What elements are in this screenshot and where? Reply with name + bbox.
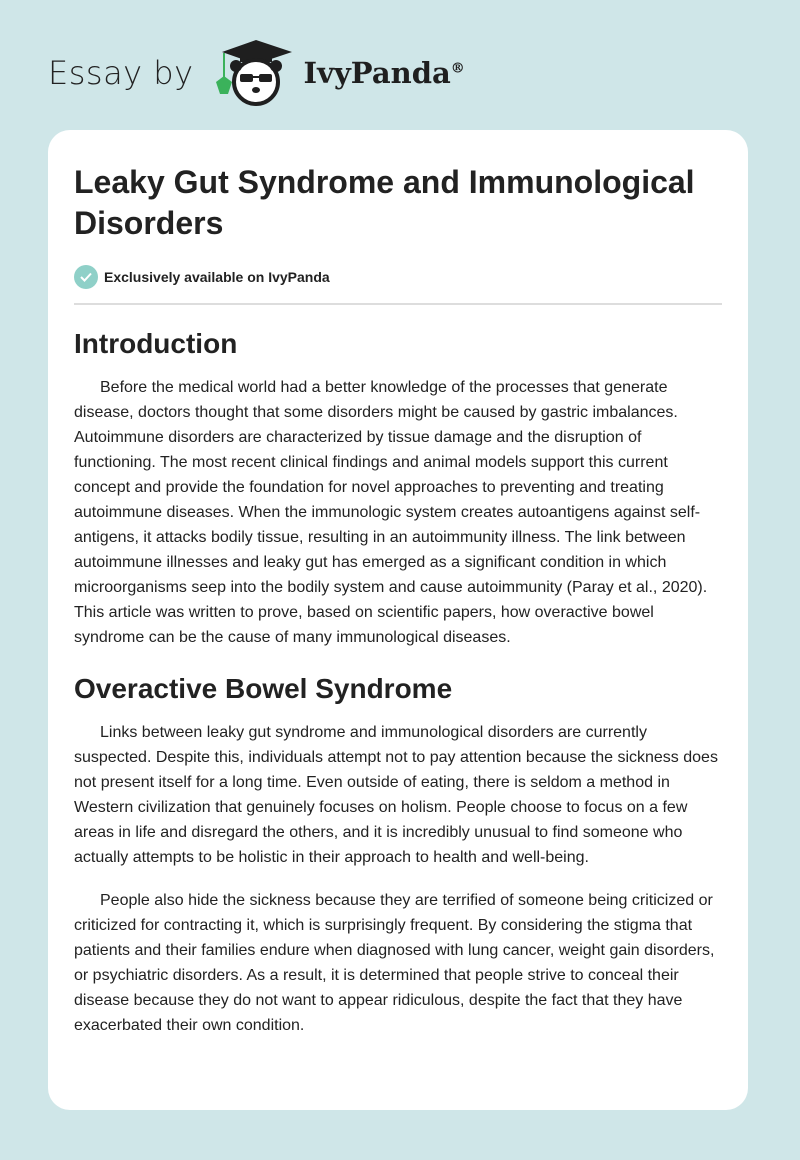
check-icon <box>74 265 98 289</box>
exclusive-badge <box>74 265 722 289</box>
paragraph: Before the medical world had a better knowledge of the processes that generate disease, doctors thought that some disorders might be caused by gastric imbalances. Autoimmune disorders are characterized by tissue damage and the disruption of functioning. The most recent clinical findings and animal models support this current concept and provide the foundation for novel approaches to preventing and treating autoimmune diseases. When the immunologic system creates autoantigens against self-antigens, it attacks bodily tissue, resulting in an autoimmunity illness. The link between autoimmune illnesses and leaky gut has emerged as a significant condition in which microorganisms seep into the bodily system and cause autoimmunity (Paray et al., 2020). This article was written to prove, based on scientific papers, how overactive bowel syndrome can be the cause of many immunological diseases. <box>74 379 708 646</box>
section-heading: Overactive Bowel Syndrome <box>74 673 453 704</box>
paragraph: People also hide the sickness because they are terrified of someone being criticized or criticized for contracting it, which is surprisingly frequent. By considering the stigma that patients and their families endure when diagnosed with lung cancer, weight gain disorders, or psychiatric disorders. As a result, it is determined that people strive to conceal their disease because they do not want to appear ridiculous, despite the fact that they have exacerbated their own condition. <box>74 892 715 1034</box>
section-heading: Introduction <box>74 328 238 359</box>
brand-name: IvyPanda® <box>303 56 465 90</box>
paragraph: Links between leaky gut syndrome and immunological disorders are currently suspected. Despite this, individuals attempt not to pay attention because the sickness does not present itself for a long time. Even outside of eating, there is seldom a method in Western civilization that genuinely focuses on holism. People choose to focus on a few areas in life and disregard the others, and it is incredibly unusual to find someone who actually attempts to be holistic in their approach to health and well-being. <box>74 724 718 866</box>
brand-header <box>48 38 465 108</box>
essay-by-label: Essay by <box>48 54 194 92</box>
panda-logo-icon <box>212 38 300 108</box>
essay-card <box>48 130 748 1110</box>
page-title: Leaky Gut Syndrome and Immunological Disorders <box>74 164 695 241</box>
exclusive-label: Exclusively available on IvyPanda <box>104 269 330 285</box>
divider <box>74 303 722 305</box>
